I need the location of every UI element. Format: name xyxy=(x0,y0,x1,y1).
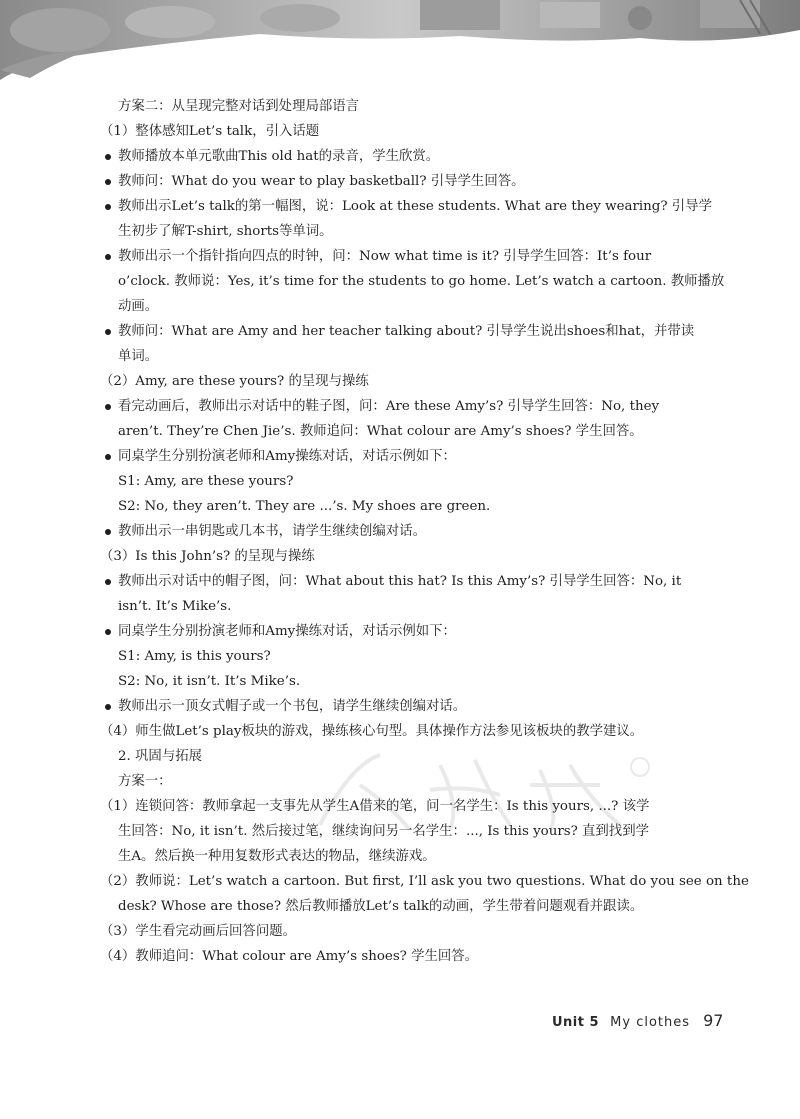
bullet-continuation: aren’t. They’re Chen Jie’s. 教师追问：What colour are Amy’s shoes? 学生回答。 xyxy=(118,424,643,439)
bullet-item: 教师问：What are Amy and her teacher talking about? 引导学生说出shoes和hat，并带读 xyxy=(100,319,720,344)
bullet-continuation: 生初步了解T-shirt, shorts等单词。 xyxy=(118,224,333,239)
numbered-item: （1）连锁问答：教师拿起一支事先从学生A借来的笔，问一名学生：Is this yours, ...? 该学 xyxy=(100,799,650,814)
numbered-item: （2）教师说：Let’s watch a cartoon. But first, I’ll ask you two questions. What do you see on the xyxy=(100,874,749,889)
step-heading: （3）Is this John’s? 的呈现与操练 xyxy=(100,549,315,564)
step-heading: （2）Amy, are these yours? 的呈现与操练 xyxy=(100,374,369,389)
footer-title: My clothes xyxy=(610,1015,691,1030)
page-number: 97 xyxy=(703,1011,724,1030)
bullet-continuation: 单词。 xyxy=(118,349,159,364)
bullet-continuation: o’clock. 教师说：Yes, it’s time for the students to go home. Let’s watch a cartoon. 教师播放 xyxy=(118,274,725,289)
dialogue-line: S1: Amy, are these yours? xyxy=(118,474,294,489)
numbered-continuation: desk? Whose are those? 然后教师播放Let’s talk的动画，学生带着问题观看并跟读。 xyxy=(118,899,644,914)
section-heading: 2. 巩固与拓展 xyxy=(118,749,202,764)
numbered-continuation: 生回答：No, it isn’t. 然后接过笔，继续询问另一名学生：..., Is this yours? 直到找到学 xyxy=(118,824,649,839)
bullet-item: 教师出示Let’s talk的第一幅图，说：Look at these students. What are they wearing? 引导学 xyxy=(100,194,720,219)
bullet-item: 看完动画后，教师出示对话中的鞋子图，问：Are these Amy’s? 引导学生回答：No, they xyxy=(100,394,720,419)
numbered-item: （3）学生看完动画后回答问题。 xyxy=(100,924,296,939)
step-heading: （4）师生做Let’s play板块的游戏，操练核心句型。具体操作方法参见该板块的教学建议。 xyxy=(100,724,644,739)
bullet-item: 教师出示一顶女式帽子或一个书包，请学生继续创编对话。 xyxy=(100,694,720,719)
dialogue-line: S2: No, they aren’t. They are ...’s. My shoes are green. xyxy=(118,499,491,514)
bullet-item: 教师出示一个指针指向四点的时钟，问：Now what time is it? 引导学生回答：It’s four xyxy=(100,244,720,269)
bullet-continuation: isn’t. It’s Mike’s. xyxy=(118,599,232,614)
numbered-item: （4）教师追问：What colour are Amy’s shoes? 学生回答。 xyxy=(100,949,479,964)
scheme-heading: 方案二：从呈现完整对话到处理局部语言 xyxy=(118,99,360,114)
header-banner-illustration xyxy=(0,0,800,88)
page-footer xyxy=(552,1011,723,1030)
scheme-heading: 方案一： xyxy=(118,774,172,789)
page-body xyxy=(100,94,749,969)
bullet-item: 同桌学生分别扮演老师和Amy操练对话，对话示例如下： xyxy=(100,444,720,469)
footer-unit: Unit 5 xyxy=(552,1015,600,1030)
bullet-item: 教师出示一串钥匙或几本书，请学生继续创编对话。 xyxy=(100,519,720,544)
bullet-item: 教师问：What do you wear to play basketball? 引导学生回答。 xyxy=(100,169,720,194)
dialogue-line: S1: Amy, is this yours? xyxy=(118,649,271,664)
bullet-item: 同桌学生分别扮演老师和Amy操练对话，对话示例如下： xyxy=(100,619,720,644)
bullet-continuation: 动画。 xyxy=(118,299,159,314)
step-heading: （1）整体感知Let’s talk，引入话题 xyxy=(100,124,320,139)
dialogue-line: S2: No, it isn’t. It’s Mike’s. xyxy=(118,674,301,689)
numbered-continuation: 生A。然后换一种用复数形式表达的物品，继续游戏。 xyxy=(118,849,436,864)
bullet-item: 教师出示对话中的帽子图，问：What about this hat? Is this Amy’s? 引导学生回答：No, it xyxy=(100,569,720,594)
bullet-item: 教师播放本单元歌曲This old hat的录音，学生欣赏。 xyxy=(100,144,720,169)
